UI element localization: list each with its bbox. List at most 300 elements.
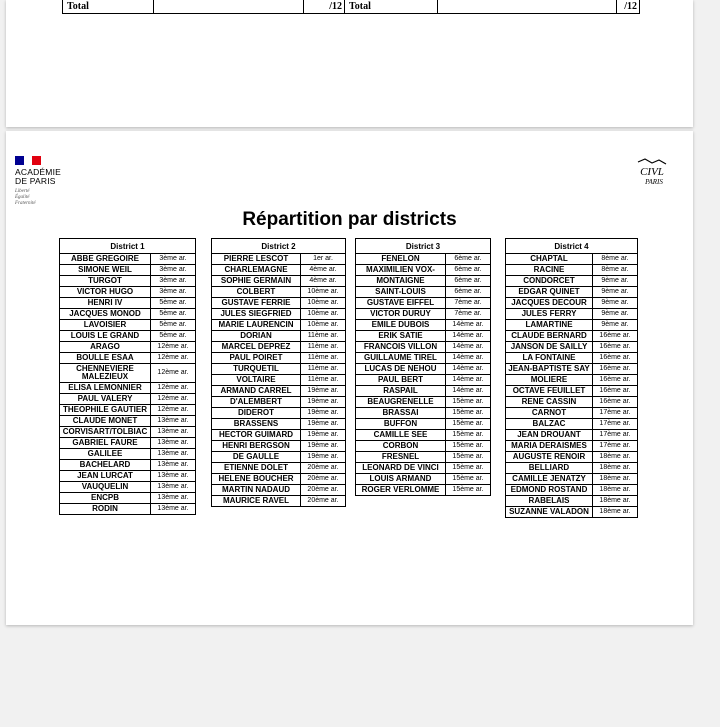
school-row bbox=[356, 463, 491, 474]
school-name: LAVOISIER bbox=[60, 320, 151, 331]
document-page bbox=[6, 131, 693, 625]
school-name: CONDORCET bbox=[506, 276, 593, 287]
arrondissement: 9ème ar. bbox=[593, 320, 638, 331]
school-row bbox=[356, 331, 491, 342]
school-row bbox=[506, 507, 638, 518]
school-row bbox=[506, 254, 638, 265]
school-name: HENRI IV bbox=[60, 298, 151, 309]
arrondissement: 18ème ar. bbox=[593, 463, 638, 474]
school-row bbox=[212, 298, 346, 309]
school-name: RENE CASSIN bbox=[506, 397, 593, 408]
arrondissement: 14ème ar. bbox=[446, 386, 491, 397]
school-name: CAMILLE SEE bbox=[356, 430, 446, 441]
school-row bbox=[506, 364, 638, 375]
school-name: CARNOT bbox=[506, 408, 593, 419]
school-name: JULES FERRY bbox=[506, 309, 593, 320]
svg-text:CIVL: CIVL bbox=[640, 166, 664, 178]
school-name: JEAN LURCAT bbox=[60, 471, 151, 482]
arrondissement: 3ème ar. bbox=[151, 276, 196, 287]
arrondissement: 4ème ar. bbox=[301, 265, 346, 276]
arrondissement: 9ème ar. bbox=[593, 298, 638, 309]
district-1-table bbox=[59, 238, 196, 515]
arrondissement: 14ème ar. bbox=[446, 353, 491, 364]
school-name: CHAPTAL bbox=[506, 254, 593, 265]
school-name: GUSTAVE FERRIE bbox=[212, 298, 301, 309]
school-name: BRASSAI bbox=[356, 408, 446, 419]
school-name: MARIA DERAISMES bbox=[506, 441, 593, 452]
school-name: MARTIN NADAUD bbox=[212, 485, 301, 496]
school-row bbox=[506, 408, 638, 419]
school-name: DE GAULLE bbox=[212, 452, 301, 463]
school-row bbox=[356, 430, 491, 441]
total-row bbox=[63, 0, 640, 14]
school-name: SUZANNE VALADON bbox=[506, 507, 593, 518]
school-name: ROGER VERLOMME bbox=[356, 485, 446, 496]
arrondissement: 19ème ar. bbox=[301, 397, 346, 408]
school-name: SIMONE WEIL bbox=[60, 265, 151, 276]
school-name: SOPHIE GERMAIN bbox=[212, 276, 301, 287]
school-row bbox=[212, 463, 346, 474]
arrondissement: 19ème ar. bbox=[301, 452, 346, 463]
school-row bbox=[356, 485, 491, 496]
arrondissement: 20ème ar. bbox=[301, 463, 346, 474]
school-name: JULES SIEGFRIED bbox=[212, 309, 301, 320]
arrondissement: 8ème ar. bbox=[593, 265, 638, 276]
arrondissement: 17ème ar. bbox=[593, 430, 638, 441]
school-name: RACINE bbox=[506, 265, 593, 276]
arrondissement: 15ème ar. bbox=[446, 463, 491, 474]
school-name: AUGUSTE RENOIR bbox=[506, 452, 593, 463]
school-name: TURGOT bbox=[60, 276, 151, 287]
arrondissement: 12ème ar. bbox=[151, 383, 196, 394]
school-name: BUFFON bbox=[356, 419, 446, 430]
arrondissement: 16ème ar. bbox=[593, 364, 638, 375]
school-name: BOULLE ESAA bbox=[60, 353, 151, 364]
school-name: D'ALEMBERT bbox=[212, 397, 301, 408]
school-row bbox=[212, 364, 346, 375]
school-row bbox=[212, 309, 346, 320]
school-name: BEAUGRENELLE bbox=[356, 397, 446, 408]
arrondissement: 16ème ar. bbox=[593, 353, 638, 364]
school-row bbox=[356, 441, 491, 452]
school-row bbox=[506, 419, 638, 430]
school-row bbox=[60, 438, 196, 449]
arrondissement: 10ème ar. bbox=[301, 320, 346, 331]
arrondissement: 20ème ar. bbox=[301, 485, 346, 496]
school-name: JEAN-BAPTISTE SAY bbox=[506, 364, 593, 375]
arrondissement: 10ème ar. bbox=[301, 309, 346, 320]
arrondissement: 9ème ar. bbox=[593, 276, 638, 287]
school-row bbox=[60, 342, 196, 353]
school-row bbox=[356, 397, 491, 408]
school-row bbox=[212, 474, 346, 485]
academie-logo bbox=[15, 156, 85, 207]
school-name: CORBON bbox=[356, 441, 446, 452]
school-name: SAINT-LOUIS bbox=[356, 287, 446, 298]
school-name: MARIE LAURENCIN bbox=[212, 320, 301, 331]
arrondissement: 12ème ar. bbox=[151, 405, 196, 416]
school-name: JACQUES DECOUR bbox=[506, 298, 593, 309]
arrondissement: 11ème ar. bbox=[301, 353, 346, 364]
arrondissement: 17ème ar. bbox=[593, 419, 638, 430]
school-row bbox=[212, 375, 346, 386]
school-name: PIERRE LESCOT bbox=[212, 254, 301, 265]
school-name: PAUL POIRET bbox=[212, 353, 301, 364]
school-name: VOLTAIRE bbox=[212, 375, 301, 386]
school-row bbox=[60, 254, 196, 265]
school-name: CHENNEVIERE MALEZIEUX bbox=[60, 364, 151, 383]
school-name: MARCEL DEPREZ bbox=[212, 342, 301, 353]
total-score: /12 bbox=[617, 0, 640, 14]
school-name: ELISA LEMONNIER bbox=[60, 383, 151, 394]
page-title: Répartition par districts bbox=[242, 209, 457, 230]
school-row bbox=[356, 265, 491, 276]
school-row bbox=[356, 408, 491, 419]
arrondissement: 19ème ar. bbox=[301, 408, 346, 419]
arrondissement: 13ème ar. bbox=[151, 493, 196, 504]
school-name: PAUL BERT bbox=[356, 375, 446, 386]
school-row bbox=[356, 474, 491, 485]
school-name: LUCAS DE NEHOU bbox=[356, 364, 446, 375]
school-row bbox=[212, 397, 346, 408]
arrondissement: 19ème ar. bbox=[301, 441, 346, 452]
school-row bbox=[212, 254, 346, 265]
school-name: GABRIEL FAURE bbox=[60, 438, 151, 449]
district-header-row bbox=[506, 239, 638, 254]
school-row bbox=[506, 430, 638, 441]
school-name: CLAUDE BERNARD bbox=[506, 331, 593, 342]
school-row bbox=[60, 394, 196, 405]
motto-fraternite: Fraternité bbox=[15, 201, 36, 206]
school-name: GALILEE bbox=[60, 449, 151, 460]
school-row bbox=[506, 342, 638, 353]
school-row bbox=[60, 276, 196, 287]
school-name: LAMARTINE bbox=[506, 320, 593, 331]
school-row bbox=[60, 383, 196, 394]
school-name: GUSTAVE EIFFEL bbox=[356, 298, 446, 309]
arrondissement: 19ème ar. bbox=[301, 419, 346, 430]
school-name: RODIN bbox=[60, 504, 151, 515]
school-row bbox=[356, 320, 491, 331]
arrondissement: 3ème ar. bbox=[151, 254, 196, 265]
school-row bbox=[356, 419, 491, 430]
arrondissement: 20ème ar. bbox=[301, 496, 346, 507]
arrondissement: 17ème ar. bbox=[593, 441, 638, 452]
school-name: PAUL VALERY bbox=[60, 394, 151, 405]
school-row bbox=[60, 449, 196, 460]
school-row bbox=[212, 408, 346, 419]
school-row bbox=[212, 353, 346, 364]
arrondissement: 5ème ar. bbox=[151, 298, 196, 309]
school-row bbox=[60, 309, 196, 320]
school-row bbox=[212, 265, 346, 276]
school-name: VICTOR DURUY bbox=[356, 309, 446, 320]
school-row bbox=[506, 276, 638, 287]
academy-line-1: ACADÉMIE bbox=[15, 167, 61, 177]
school-row bbox=[506, 463, 638, 474]
motto-egalite: Égalité bbox=[15, 195, 30, 200]
arrondissement: 7ème ar. bbox=[446, 309, 491, 320]
school-row bbox=[356, 386, 491, 397]
district-header-row bbox=[212, 239, 346, 254]
school-row bbox=[506, 287, 638, 298]
school-row bbox=[212, 276, 346, 287]
arrondissement: 15ème ar. bbox=[446, 408, 491, 419]
school-row bbox=[212, 320, 346, 331]
school-name: MAURICE RAVEL bbox=[212, 496, 301, 507]
arrondissement: 14ème ar. bbox=[446, 331, 491, 342]
arrondissement: 15ème ar. bbox=[446, 485, 491, 496]
arrondissement: 5ème ar. bbox=[151, 331, 196, 342]
arrondissement: 13ème ar. bbox=[151, 427, 196, 438]
school-name: HECTOR GUIMARD bbox=[212, 430, 301, 441]
arrondissement: 20ème ar. bbox=[301, 474, 346, 485]
district-header-row bbox=[356, 239, 491, 254]
arrondissement: 9ème ar. bbox=[593, 287, 638, 298]
arrondissement: 10ème ar. bbox=[301, 298, 346, 309]
school-row bbox=[60, 482, 196, 493]
school-name: BRASSENS bbox=[212, 419, 301, 430]
arrondissement: 11ème ar. bbox=[301, 331, 346, 342]
school-row bbox=[356, 375, 491, 386]
district-header-row bbox=[60, 239, 196, 254]
school-name: EDGAR QUINET bbox=[506, 287, 593, 298]
school-name: LOUIS ARMAND bbox=[356, 474, 446, 485]
school-row bbox=[60, 460, 196, 471]
school-row bbox=[60, 405, 196, 416]
school-row bbox=[60, 493, 196, 504]
arrondissement: 16ème ar. bbox=[593, 386, 638, 397]
school-row bbox=[212, 287, 346, 298]
arrondissement: 19ème ar. bbox=[301, 386, 346, 397]
school-row bbox=[60, 471, 196, 482]
school-name: MONTAIGNE bbox=[356, 276, 446, 287]
arrondissement: 13ème ar. bbox=[151, 438, 196, 449]
school-name: JEAN DROUANT bbox=[506, 430, 593, 441]
school-name: VAUQUELIN bbox=[60, 482, 151, 493]
civl-logo-icon bbox=[635, 158, 669, 188]
arrondissement: 13ème ar. bbox=[151, 449, 196, 460]
arrondissement: 6ème ar. bbox=[446, 254, 491, 265]
school-row bbox=[212, 496, 346, 507]
school-row bbox=[356, 342, 491, 353]
arrondissement: 14ème ar. bbox=[446, 364, 491, 375]
school-row bbox=[212, 452, 346, 463]
school-name: VICTOR HUGO bbox=[60, 287, 151, 298]
school-row bbox=[506, 496, 638, 507]
arrondissement: 13ème ar. bbox=[151, 471, 196, 482]
school-row bbox=[60, 298, 196, 309]
school-name: RABELAIS bbox=[506, 496, 593, 507]
district-2-table bbox=[211, 238, 346, 507]
school-row bbox=[60, 416, 196, 427]
school-row bbox=[60, 265, 196, 276]
school-name: ERIK SATIE bbox=[356, 331, 446, 342]
arrondissement: 8ème ar. bbox=[593, 254, 638, 265]
arrondissement: 1er ar. bbox=[301, 254, 346, 265]
district-title: District 3 bbox=[356, 239, 491, 254]
school-row bbox=[506, 320, 638, 331]
arrondissement: 13ème ar. bbox=[151, 416, 196, 427]
school-row bbox=[356, 309, 491, 320]
arrondissement: 13ème ar. bbox=[151, 460, 196, 471]
total-score: /12 bbox=[304, 0, 345, 14]
total-label: Total bbox=[63, 0, 154, 14]
school-row bbox=[356, 353, 491, 364]
svg-text:PARIS: PARIS bbox=[645, 178, 663, 186]
school-name: JANSON DE SAILLY bbox=[506, 342, 593, 353]
total-cell bbox=[154, 0, 304, 14]
school-row bbox=[212, 485, 346, 496]
district-4-table bbox=[505, 238, 638, 518]
school-row bbox=[60, 287, 196, 298]
arrondissement: 3ème ar. bbox=[151, 265, 196, 276]
arrondissement: 5ème ar. bbox=[151, 320, 196, 331]
school-name: BALZAC bbox=[506, 419, 593, 430]
arrondissement: 16ème ar. bbox=[593, 397, 638, 408]
school-row bbox=[506, 265, 638, 276]
school-name: FRESNEL bbox=[356, 452, 446, 463]
school-name: OCTAVE FEUILLET bbox=[506, 386, 593, 397]
school-row bbox=[212, 430, 346, 441]
school-name: DIDEROT bbox=[212, 408, 301, 419]
school-name: MOLIERE bbox=[506, 375, 593, 386]
school-name: LA FONTAINE bbox=[506, 353, 593, 364]
flag-icon bbox=[15, 156, 41, 165]
arrondissement: 6ème ar. bbox=[446, 287, 491, 298]
school-row bbox=[212, 386, 346, 397]
school-row bbox=[60, 427, 196, 438]
arrondissement: 15ème ar. bbox=[446, 474, 491, 485]
school-name: HENRI BERGSON bbox=[212, 441, 301, 452]
school-row bbox=[506, 375, 638, 386]
school-name: ENCPB bbox=[60, 493, 151, 504]
arrondissement: 3ème ar. bbox=[151, 287, 196, 298]
school-row bbox=[506, 441, 638, 452]
school-row bbox=[212, 441, 346, 452]
school-name: COLBERT bbox=[212, 287, 301, 298]
arrondissement: 14ème ar. bbox=[446, 375, 491, 386]
school-name: CLAUDE MONET bbox=[60, 416, 151, 427]
school-row bbox=[506, 298, 638, 309]
arrondissement: 11ème ar. bbox=[301, 342, 346, 353]
school-name: LEONARD DE VINCI bbox=[356, 463, 446, 474]
arrondissement: 11ème ar. bbox=[301, 375, 346, 386]
arrondissement: 13ème ar. bbox=[151, 504, 196, 515]
arrondissement: 15ème ar. bbox=[446, 419, 491, 430]
school-row bbox=[356, 452, 491, 463]
school-row bbox=[506, 397, 638, 408]
arrondissement: 15ème ar. bbox=[446, 397, 491, 408]
arrondissement: 12ème ar. bbox=[151, 394, 196, 405]
arrondissement: 19ème ar. bbox=[301, 430, 346, 441]
school-row bbox=[506, 331, 638, 342]
arrondissement: 6ème ar. bbox=[446, 265, 491, 276]
arrondissement: 16ème ar. bbox=[593, 375, 638, 386]
district-title: District 2 bbox=[212, 239, 346, 254]
school-row bbox=[212, 419, 346, 430]
school-row bbox=[212, 331, 346, 342]
school-name: DORIAN bbox=[212, 331, 301, 342]
school-name: THEOPHILE GAUTIER bbox=[60, 405, 151, 416]
school-name: CAMILLE JENATZY bbox=[506, 474, 593, 485]
school-row bbox=[60, 320, 196, 331]
school-name: MAXIMILIEN VOX- bbox=[356, 265, 446, 276]
school-row bbox=[356, 254, 491, 265]
academy-name bbox=[15, 168, 85, 186]
school-name: RASPAIL bbox=[356, 386, 446, 397]
school-name: LOUIS LE GRAND bbox=[60, 331, 151, 342]
arrondissement: 18ème ar. bbox=[593, 452, 638, 463]
school-name: ETIENNE DOLET bbox=[212, 463, 301, 474]
school-name: GUILLAUME TIREL bbox=[356, 353, 446, 364]
school-row bbox=[60, 353, 196, 364]
arrondissement: 11ème ar. bbox=[301, 364, 346, 375]
school-row bbox=[212, 342, 346, 353]
arrondissement: 5ème ar. bbox=[151, 309, 196, 320]
school-row bbox=[356, 276, 491, 287]
school-row bbox=[506, 386, 638, 397]
school-name: CORVISART/TOLBIAC bbox=[60, 427, 151, 438]
school-name: EDMOND ROSTAND bbox=[506, 485, 593, 496]
arrondissement: 18ème ar. bbox=[593, 507, 638, 518]
arrondissement: 14ème ar. bbox=[446, 320, 491, 331]
school-name: FENELON bbox=[356, 254, 446, 265]
district-3-table bbox=[355, 238, 491, 496]
arrondissement: 12ème ar. bbox=[151, 342, 196, 353]
school-row bbox=[60, 331, 196, 342]
previous-page bbox=[6, 0, 693, 127]
motto-liberte: Liberté bbox=[15, 189, 30, 194]
school-row bbox=[506, 309, 638, 320]
civl-logo bbox=[635, 158, 669, 188]
arrondissement: 17ème ar. bbox=[593, 408, 638, 419]
arrondissement: 13ème ar. bbox=[151, 482, 196, 493]
arrondissement: 15ème ar. bbox=[446, 441, 491, 452]
arrondissement: 15ème ar. bbox=[446, 430, 491, 441]
arrondissement: 12ème ar. bbox=[151, 364, 196, 383]
school-name: JACQUES MONOD bbox=[60, 309, 151, 320]
arrondissement: 18ème ar. bbox=[593, 496, 638, 507]
school-row bbox=[60, 364, 196, 383]
arrondissement: 7ème ar. bbox=[446, 298, 491, 309]
school-name: CHARLEMAGNE bbox=[212, 265, 301, 276]
school-name: TURQUETIL bbox=[212, 364, 301, 375]
arrondissement: 15ème ar. bbox=[446, 452, 491, 463]
school-name: ARAGO bbox=[60, 342, 151, 353]
arrondissement: 14ème ar. bbox=[446, 342, 491, 353]
school-name: ABBE GREGOIRE bbox=[60, 254, 151, 265]
republic-motto bbox=[15, 189, 85, 207]
arrondissement: 12ème ar. bbox=[151, 353, 196, 364]
school-row bbox=[506, 452, 638, 463]
school-name: ARMAND CARREL bbox=[212, 386, 301, 397]
school-name: FRANCOIS VILLON bbox=[356, 342, 446, 353]
arrondissement: 4ème ar. bbox=[301, 276, 346, 287]
total-cell bbox=[438, 0, 617, 14]
school-name: BACHELARD bbox=[60, 460, 151, 471]
arrondissement: 18ème ar. bbox=[593, 485, 638, 496]
school-row bbox=[60, 504, 196, 515]
previous-table bbox=[62, 0, 640, 14]
total-label: Total bbox=[345, 0, 438, 14]
school-row bbox=[506, 474, 638, 485]
school-row bbox=[356, 364, 491, 375]
school-name: HELENE BOUCHER bbox=[212, 474, 301, 485]
arrondissement: 10ème ar. bbox=[301, 287, 346, 298]
district-title: District 1 bbox=[60, 239, 196, 254]
school-row bbox=[506, 353, 638, 364]
